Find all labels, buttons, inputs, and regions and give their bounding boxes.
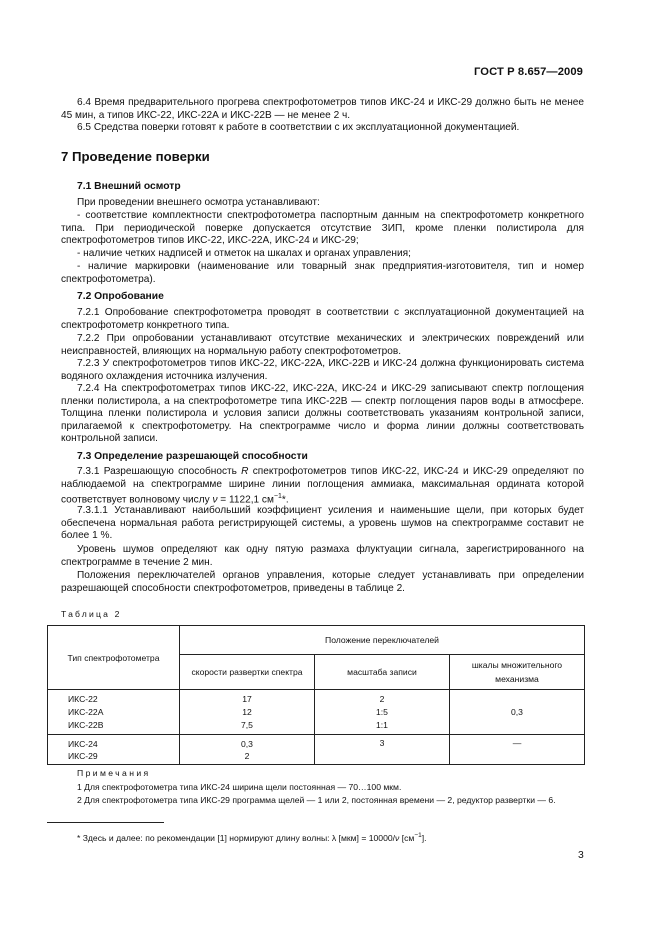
s71-item: - наличие четких надписей и отметок на шкалах и органах управления; [77, 248, 411, 259]
s71-item: - наличие маркировки (наименование или товарный знак предприятия-изготовителя, тип и номер спектрофотометра). [61, 261, 584, 285]
paragraph-7-3-1-1: 7.3.1.1 Устанавливают наибольший коэффициент усиления и наименьшие щели, при которых будет обеспечена нормальная работа регистрирующей системы, а уровень шумов на спектрограмме составит не более 1 %. [61, 505, 584, 542]
header-scan-speed: скорости развертки спектра [180, 655, 315, 690]
cell-scale: 3 [315, 735, 450, 765]
paragraph-7-2-4: 7.2.4 На спектрофотометрах типов ИКС-22, ИКС-22А, ИКС-24 и ИКС-29 записывают спектр поглощения пленки полистирола, а на спектрофотометре типа ИКС-22В — спектр поглощения паров воды в атмосфере. Толщина пленки полистирола и условия записи должны соответствовать указаниям контрольной записи, прилагаемой к спектрофотометру. На спектрограмме число и форма линии должны соответствовать контрольной записи. [61, 383, 584, 445]
paragraph-7-2-2: 7.2.2 При опробовании устанавливают отсутствие механических и электрических повреждений или неисправностей, влияющих на нормальную работу спектрофотометров. [61, 333, 584, 357]
header-record-scale: масштаба записи [315, 655, 450, 690]
paragraph-switch-positions: Положения переключателей органов управления, которые следует устанавливать при определении разрешающей способности спектрофотометров, приведены в таблице 2. [61, 570, 584, 594]
paragraph-7-2-1: 7.2.1 Опробование спектрофотометра проводят в соответствии с эксплуатационной документацией на спектрофотометр конкретного типа. [61, 307, 584, 331]
cell-scale: 2 1:5 1:1 [315, 690, 450, 735]
cell-speed: 0,3 2 [180, 735, 315, 765]
footnote-divider [47, 822, 164, 823]
header-switch-positions: Положение переключателей [180, 626, 585, 655]
header-spectrophotometer-type: Тип спектрофотометра [48, 626, 180, 690]
cell-multiplier: — [450, 735, 585, 765]
paragraph-7-3-1: 7.3.1 Разрешающую способность R спектрофотометров типов ИКС-22, ИКС-24 и ИКС-29 определяют по наблюдаемой на спектрограмме ширине линии поглощения аммиака, максимальная ордината которой соответствует волновому числу ν = 1122,1 $см^{-1}*$. [61, 466, 584, 506]
page-number: 3 [578, 850, 584, 861]
cell-speed: 17 12 7,5 [180, 690, 315, 735]
paragraph-6-5: 6.5 Средства поверки готовят к работе в соответствии с их эксплуатационной документацией. [77, 122, 520, 133]
cell-multiplier: 0,3 [450, 690, 585, 735]
section-7-3-heading: 7.3 Определение разрешающей способности [77, 451, 308, 462]
section-7-2-heading: 7.2 Опробование [77, 291, 164, 302]
section-7-heading: 7 Проведение поверки [61, 149, 210, 164]
document-header: ГОСТ Р 8.657—2009 [474, 66, 583, 78]
header-multiplier-scale: шкалы множительного механизма [450, 655, 585, 690]
table-2 [47, 625, 585, 765]
cell-types: ИКС-24 ИКС-29 [48, 735, 180, 765]
table-row [48, 735, 585, 765]
section-7-1-heading: 7.1 Внешний осмотр [77, 181, 181, 192]
notes-title: Примечания [77, 768, 151, 778]
paragraph-7-2-3: 7.2.3 У спектрофотометров типов ИКС-22, ИКС-22А, ИКС-22В и ИКС-24 должна функционировать система водяного охлаждения источника излучения. [61, 358, 584, 382]
paragraph-6-4: 6.4 Время предварительного прогрева спектрофотометров типов ИКС-24 и ИКС-29 должно быть не менее 45 мин, а типов ИКС-22, ИКС-22А и ИКС-22В — не менее 2 ч. [61, 97, 584, 121]
cell-types: ИКС-22 ИКС-22А ИКС-22В [48, 690, 180, 735]
footnote: * Здесь и далее: по рекомендации [1] нормируют длину волны: λ [мкм] = 10000/ν $[см^{-1}]$. [77, 832, 427, 843]
table-caption: Таблица 2 [61, 609, 122, 619]
s71-item: - соответствие комплектности спектрофотометра паспортным данным на спектрофотометр конкретного типа. При периодической поверке допускается отсутствие ЗИП, кроме пленки полистирола для спектрофотометров типов ИКС-22, ИКС-22А, ИКС-24 и ИКС-29; [61, 210, 584, 247]
note-item: 1 Для спектрофотометра типа ИКС-24 ширина щели постоянная — 70…100 мкм. [77, 782, 402, 792]
s71-lead: При проведении внешнего осмотра устанавливают: [77, 197, 320, 208]
paragraph-noise: Уровень шумов определяют как одну пятую размаха флуктуации сигнала, зарегистрированного на спектрограмме в течение 2 мин. [61, 544, 584, 568]
table-row [48, 690, 585, 735]
note-item: 2 Для спектрофотометра типа ИКС-29 программа щелей — 1 или 2, постоянная времени — 2, редуктор развертки — 6. [77, 795, 556, 805]
